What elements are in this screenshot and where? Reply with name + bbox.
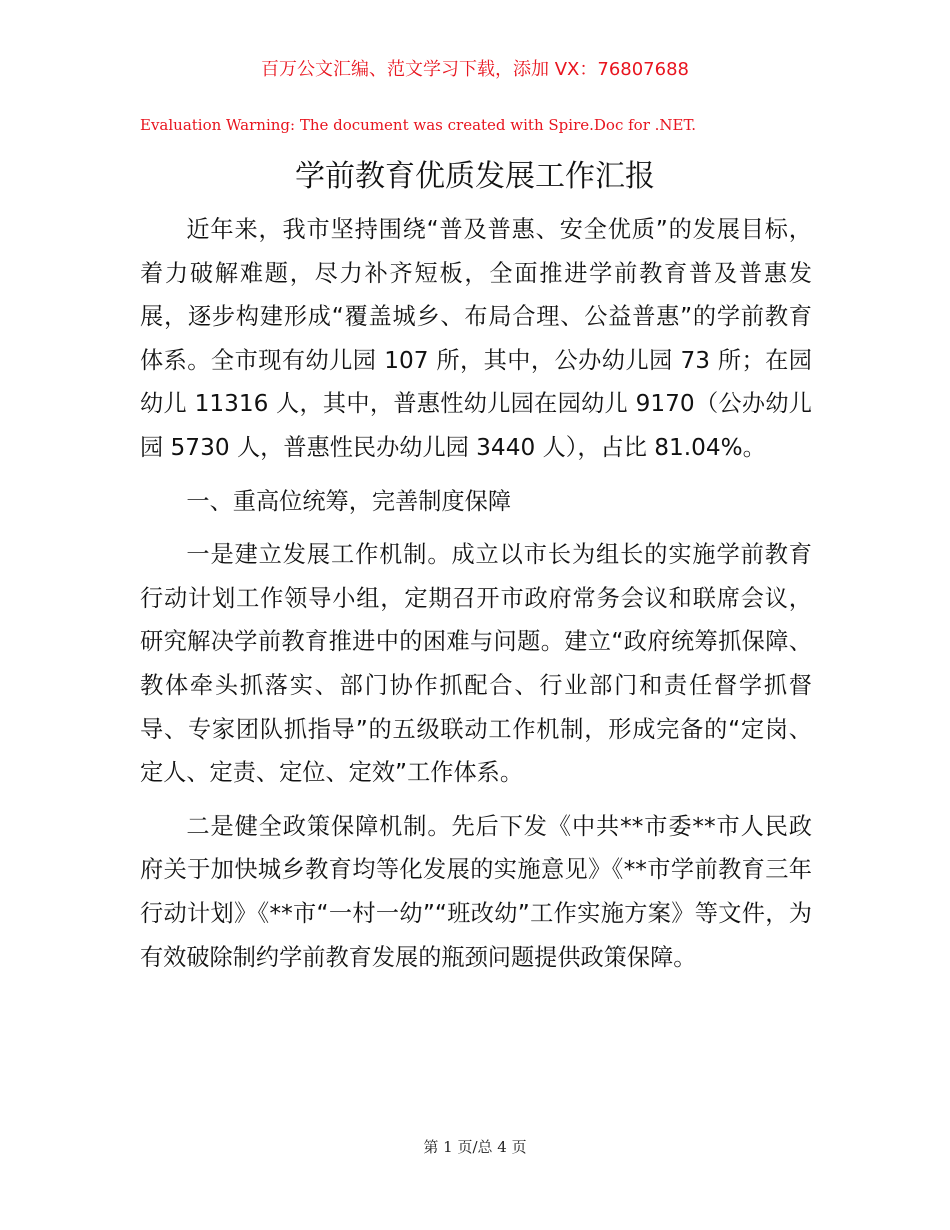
document-body xyxy=(140,208,812,979)
body-paragraph: 二是健全政策保障机制。先后下发《中共**市委**市人民政府关于加快城乡教育均等化发展的实施意见》《**市学前教育三年行动计划》《**市“一村一幼”“班改幼”工作实施方案》等文件，为有效破除制约学前教育发展的瓶颈问题提供政策保障。 xyxy=(140,812,812,971)
intro-paragraph: 近年来，我市坚持围绕“普及普惠、安全优质”的发展目标，着力破解难题，尽力补齐短板，全面推进学前教育普及普惠发展，逐步构建形成“覆盖城乡、布局合理、公益普惠”的学前教育体系。全市现有幼儿园 107 所，其中，公办幼儿园 73 所；在园幼儿 11316 人，其中，普惠性幼儿园在园幼儿 9170（公办幼儿园 5730 人，普惠性民办幼儿园 3440 人），占比 81.04%。 xyxy=(140,216,812,461)
document-title: 学前教育优质发展工作汇报 xyxy=(295,159,655,194)
evaluation-warning: Evaluation Warning: The document was created with Spire.Doc for .NET. xyxy=(140,116,697,134)
body-paragraph: 一是建立发展工作机制。成立以市长为组长的实施学前教育行动计划工作领导小组，定期召开市政府常务会议和联席会议，研究解决学前教育推进中的困难与问题。建立“政府统筹抓保障、教体牵头抓落实、部门协作抓配合、行业部门和责任督学抓督导、专家团队抓指导”的五级联动工作机制，形成完备的“定岗、定人、定责、定位、定效”工作体系。 xyxy=(140,541,812,787)
header-banner: 百万公文汇编、范文学习下载，添加 VX：76807688 xyxy=(261,59,689,80)
section-heading: 一、重高位统筹，完善制度保障 xyxy=(186,487,512,515)
page-indicator: 第 1 页/总 4 页 xyxy=(423,1138,527,1156)
